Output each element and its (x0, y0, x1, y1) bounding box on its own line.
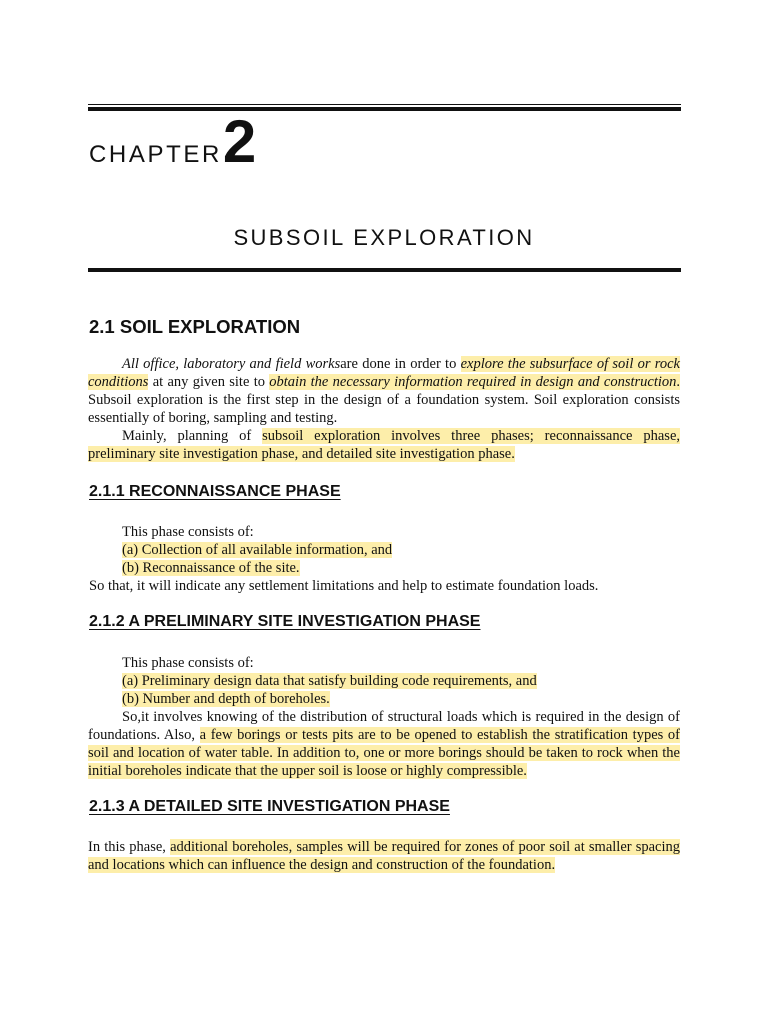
highlight: (b) Number and depth of boreholes. (122, 691, 330, 707)
top-rule-thick (88, 107, 681, 111)
highlight: (b) Reconnaissance of the site. (122, 560, 300, 576)
top-rule-thin (88, 104, 681, 105)
text-run: All office, laboratory and field works (122, 356, 341, 372)
list-item (122, 672, 537, 690)
paragraph-planning (88, 427, 680, 463)
paragraph-soil-exploration (88, 355, 680, 427)
list-item (122, 541, 392, 559)
phase-intro: This phase consists of: (122, 524, 254, 540)
highlight: explore the subsurface of soil or rock conditions (88, 356, 680, 390)
section-heading-2-1-2: 2.1.2 A PRELIMINARY SITE INVESTIGATION PHASE (89, 613, 481, 630)
text-run: So,it involves knowing of the distribution of structural loads which is required in the design of foundations. Also, (88, 709, 680, 743)
list-item (122, 690, 330, 708)
section-heading-2-1-3: 2.1.3 A DETAILED SITE INVESTIGATION PHASE (89, 798, 450, 815)
paragraph-detailed (88, 838, 680, 874)
highlight: . (676, 374, 680, 390)
text-run: at any given site to (148, 374, 270, 390)
text-run: Subsoil exploration is the first step in the design of a foundation system. Soil exploration consists essentially of boring, sampling and testing. (88, 392, 680, 426)
chapter-heading (89, 108, 257, 175)
section-heading-2-1: 2.1 SOIL EXPLORATION (89, 316, 301, 337)
chapter-word: CHAPTER (89, 141, 222, 168)
chapter-number: 2 (222, 108, 257, 175)
text-run: are done in order to (340, 356, 461, 372)
highlight: (a) Collection of all available information, and (122, 542, 393, 558)
section-heading-2-1-1: 2.1.1 RECONNAISSANCE PHASE (89, 483, 341, 500)
highlight: (a) Preliminary design data that satisfy building code requirements, and (122, 673, 537, 689)
paragraph-preliminary (88, 708, 680, 780)
phase-outro: So that, it will indicate any settlement limitations and help to estimate foundation loads. (89, 578, 599, 594)
chapter-title: SUBSOIL EXPLORATION (233, 225, 535, 250)
text-run: Mainly, planning of (122, 428, 263, 444)
phase-intro: This phase consists of: (122, 655, 254, 671)
highlight: obtain the necessary information required in design and construction (269, 374, 677, 390)
highlight: additional boreholes, samples will be required for zones of poor soil at smaller spacing and locations which can influence the design and construction of the foundation. (88, 839, 681, 873)
highlight: a few borings or tests pits are to be opened to establish the stratification types of soil and location of water table. In addition to, one or more borings should be taken to rock when the initial boreholes indicate that the upper soil is loose or highly compressible. (88, 727, 681, 779)
highlight: subsoil exploration involves three phases; reconnaissance phase, preliminary site investigation phase, and detailed site investigation phase. (88, 428, 681, 462)
text-run: In this phase, (88, 839, 171, 855)
list-item (122, 559, 300, 577)
title-rule (88, 268, 681, 272)
